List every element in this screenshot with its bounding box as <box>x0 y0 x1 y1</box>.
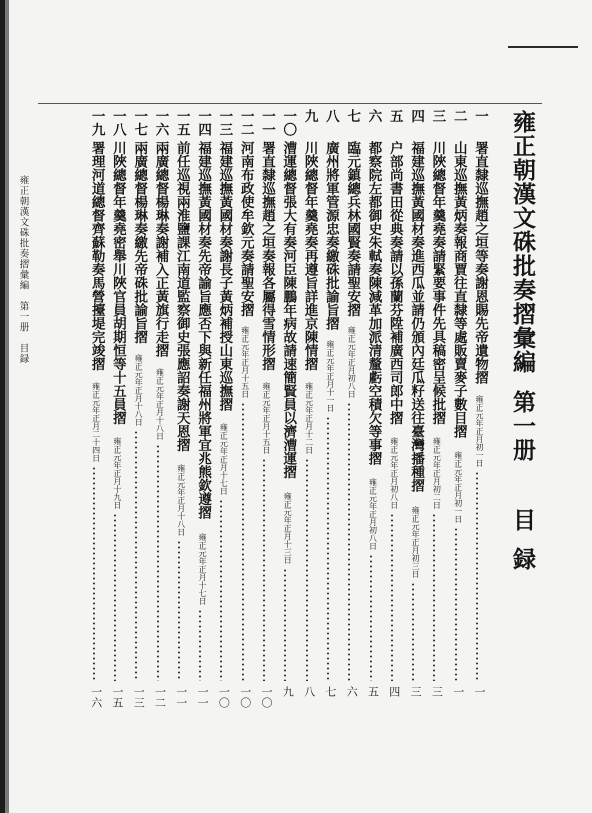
entry-number: 六 <box>365 109 382 123</box>
toc-entry[interactable] <box>234 103 252 708</box>
entry-date: 雍正元年正月十八日 <box>155 367 165 440</box>
toc-entry[interactable] <box>319 103 337 708</box>
entry-page-number: 一〇 <box>217 686 231 708</box>
entry-number: 七 <box>344 109 361 123</box>
entry-number: 一六 <box>152 109 169 136</box>
toc-entry[interactable] <box>212 103 233 708</box>
entry-date: 雍正元年正月初一日 <box>453 450 463 523</box>
leader-dots <box>93 466 95 681</box>
toc-label: 目録 <box>509 508 536 586</box>
toc-entry[interactable] <box>468 103 486 708</box>
entry-date: 雍正元年正月十一日 <box>325 340 335 413</box>
entry-date: 雍正元年正月初八日 <box>389 436 399 509</box>
entry-title: 福建巡撫黃國材奏先帝諭旨應否下與新任福州將軍宜兆熊欽遵摺 <box>195 141 212 519</box>
entry-page-number: 四 <box>387 686 401 697</box>
leader-dots <box>412 582 414 681</box>
entry-number: 一〇 <box>280 109 297 136</box>
toc-entry[interactable] <box>362 103 380 708</box>
entry-title: 川陜總督年羹堯密舉川陜官員胡期恒等十五員摺 <box>109 141 126 425</box>
entry-page-number: 一一 <box>196 686 210 708</box>
leader-dots <box>455 527 457 681</box>
entry-title: 福建巡撫黃國材奏謝長子黃炳補授山東巡撫摺 <box>216 141 233 411</box>
entry-title: 署直隸巡撫趙之垣奏報各屬得雪情形摺 <box>259 141 275 371</box>
entry-title: 署直隸巡撫趙之垣等奏謝恩賜先帝遺物摺 <box>472 141 488 384</box>
entry-date: 雍正元年正月十八日 <box>134 354 144 426</box>
entry-number: 一八 <box>109 109 126 136</box>
entry-page-number: 五 <box>366 686 380 697</box>
entry-number: 三 <box>429 109 446 123</box>
entry-title: 都察院左都御史朱軾奏陳減革加派清釐虧空積欠等事摺 <box>365 141 382 465</box>
entry-title: 署理河道總督齊蘇勒奏馬營擡堤完竣摺 <box>88 141 105 371</box>
toc-entry[interactable] <box>425 103 446 708</box>
entry-date: 雍正元年正月十七日 <box>198 533 208 606</box>
entry-title: 漕運總督張大有奏河臣陳鵬年病故請速簡賢員以濟漕運摺 <box>280 141 297 479</box>
leader-dots <box>178 540 180 681</box>
entry-title: 山東巡撫黃炳奏報商賈往直隸等處販賣麥子數目摺 <box>450 141 467 438</box>
entry-page-number: 一〇 <box>260 686 273 708</box>
entry-title: 前任巡視兩淮鹽課江南道監察御史張應詔奏謝天恩摺 <box>173 141 190 452</box>
leader-dots <box>306 458 308 681</box>
entry-page-number: 三 <box>409 686 423 697</box>
leader-dots <box>284 568 286 681</box>
toc-entry[interactable] <box>340 103 361 708</box>
leader-dots <box>242 402 244 681</box>
entry-date: 雍正元年正月十九日 <box>112 436 122 509</box>
leader-dots <box>433 513 435 681</box>
leader-dots <box>327 416 329 681</box>
toc-entry[interactable] <box>127 103 148 708</box>
entry-title: 兩廣總督楊琳奏繳先帝硃批諭旨摺 <box>131 141 148 344</box>
leader-dots <box>114 513 116 681</box>
entry-number: 八 <box>322 109 339 123</box>
entry-page-number: 八 <box>302 686 316 697</box>
entry-page-number: 一 <box>473 686 486 697</box>
toc-entry[interactable] <box>85 103 103 708</box>
entry-page-number: 一一 <box>174 686 188 708</box>
entry-number: 九 <box>301 109 318 123</box>
entry-page-number: 三 <box>430 686 444 697</box>
entry-title: 川陜總督年羹堯奏再遵旨詳進京陳情摺 <box>301 141 318 371</box>
volume-label: 第一册 <box>509 390 536 462</box>
entry-number: 五 <box>386 109 403 123</box>
entry-date: 雍正元年正月十五日 <box>262 381 271 454</box>
entry-date: 雍正元年正月十五日 <box>240 326 250 399</box>
entry-date: 雍正元年正月初三日 <box>411 505 421 578</box>
binding-shadow <box>5 0 9 813</box>
entry-date: 雍正元年正月初八日 <box>347 326 357 399</box>
toc-entry[interactable] <box>149 103 167 708</box>
entry-date: 雍正元年正月十三日 <box>283 492 293 564</box>
toc-entry[interactable] <box>106 103 124 708</box>
entry-page-number: 一二 <box>153 686 167 708</box>
entry-date: 雍正元年正月初二日 <box>432 436 442 509</box>
entry-number: 一五 <box>173 109 190 136</box>
entry-title: 廣州將軍管源忠奏繳硃批諭旨摺 <box>322 141 339 330</box>
entry-title: 川陜總督年羹堯奏請緊要事件先具稿密呈候批摺 <box>429 141 446 425</box>
toc-entry[interactable] <box>276 103 297 708</box>
entry-number: 一四 <box>195 109 212 136</box>
entry-date: 雍正元年正月十七日 <box>219 423 229 495</box>
leader-dots <box>348 402 350 681</box>
entry-number: 一 <box>472 109 488 123</box>
entry-title: 户部尚書田從典奏請以孫蘭芬陞補廣西司郎中摺 <box>386 141 403 425</box>
leader-dots <box>263 458 265 681</box>
leader-dots <box>476 471 478 681</box>
toc-entry[interactable] <box>298 103 316 708</box>
entry-page-number: 一〇 <box>238 686 252 708</box>
entry-date: 雍正元年正月十二日 <box>304 381 314 454</box>
side-running-title: 雍正朝漢文硃批奏摺彙編 第一册 目録 <box>17 175 29 364</box>
leader-dots <box>370 554 372 681</box>
entry-number: 一七 <box>131 109 148 136</box>
entry-number: 四 <box>408 109 425 123</box>
leader-dots <box>157 444 159 681</box>
toc-entry[interactable] <box>191 103 212 708</box>
entry-page-number: 一三 <box>132 686 146 708</box>
toc-entry[interactable] <box>447 103 465 708</box>
entry-page-number: 一 <box>451 686 465 697</box>
entry-number: 一九 <box>88 109 105 136</box>
entry-date: 雍正元年正月初一日 <box>475 395 484 468</box>
toc-entry[interactable] <box>170 103 188 708</box>
toc-entry[interactable] <box>404 103 425 708</box>
entry-page-number: 九 <box>281 686 295 697</box>
collection-title: 雍正朝漢文硃批奏摺彙編 <box>509 110 536 374</box>
entry-date: 雍正元年正月初八日 <box>368 478 378 551</box>
top-rule-mark <box>508 46 578 48</box>
entry-date: 雍正元年正月十八日 <box>176 464 186 537</box>
leader-dots <box>391 513 393 681</box>
toc-entry[interactable] <box>255 103 273 708</box>
entry-page-number: 一五 <box>110 686 124 708</box>
entry-page-number: 六 <box>345 686 359 697</box>
entry-number: 一一 <box>259 109 275 136</box>
leader-dots <box>199 609 201 681</box>
entry-date: 雍正元年正月二十四日 <box>91 381 101 462</box>
entry-title: 河南布政使牟欽元奏請聖安摺 <box>237 141 254 317</box>
entry-number: 一二 <box>237 109 254 136</box>
leader-dots <box>135 430 137 681</box>
entry-title: 福建巡撫黃國材奏進西瓜並請仍頒內廷瓜籽送往臺灣播種摺 <box>408 141 425 492</box>
toc-entry[interactable] <box>383 103 401 708</box>
entry-page-number: 一六 <box>89 686 103 708</box>
entry-title: 兩廣總督楊琳奏謝補入正黃旗行走摺 <box>152 141 169 357</box>
entry-number: 一三 <box>216 109 233 136</box>
entry-title: 臨元鎮總兵林國賢奏請聖安摺 <box>344 141 361 317</box>
leader-dots <box>220 499 222 681</box>
entry-number: 二 <box>450 109 467 123</box>
entry-page-number: 七 <box>323 686 337 697</box>
